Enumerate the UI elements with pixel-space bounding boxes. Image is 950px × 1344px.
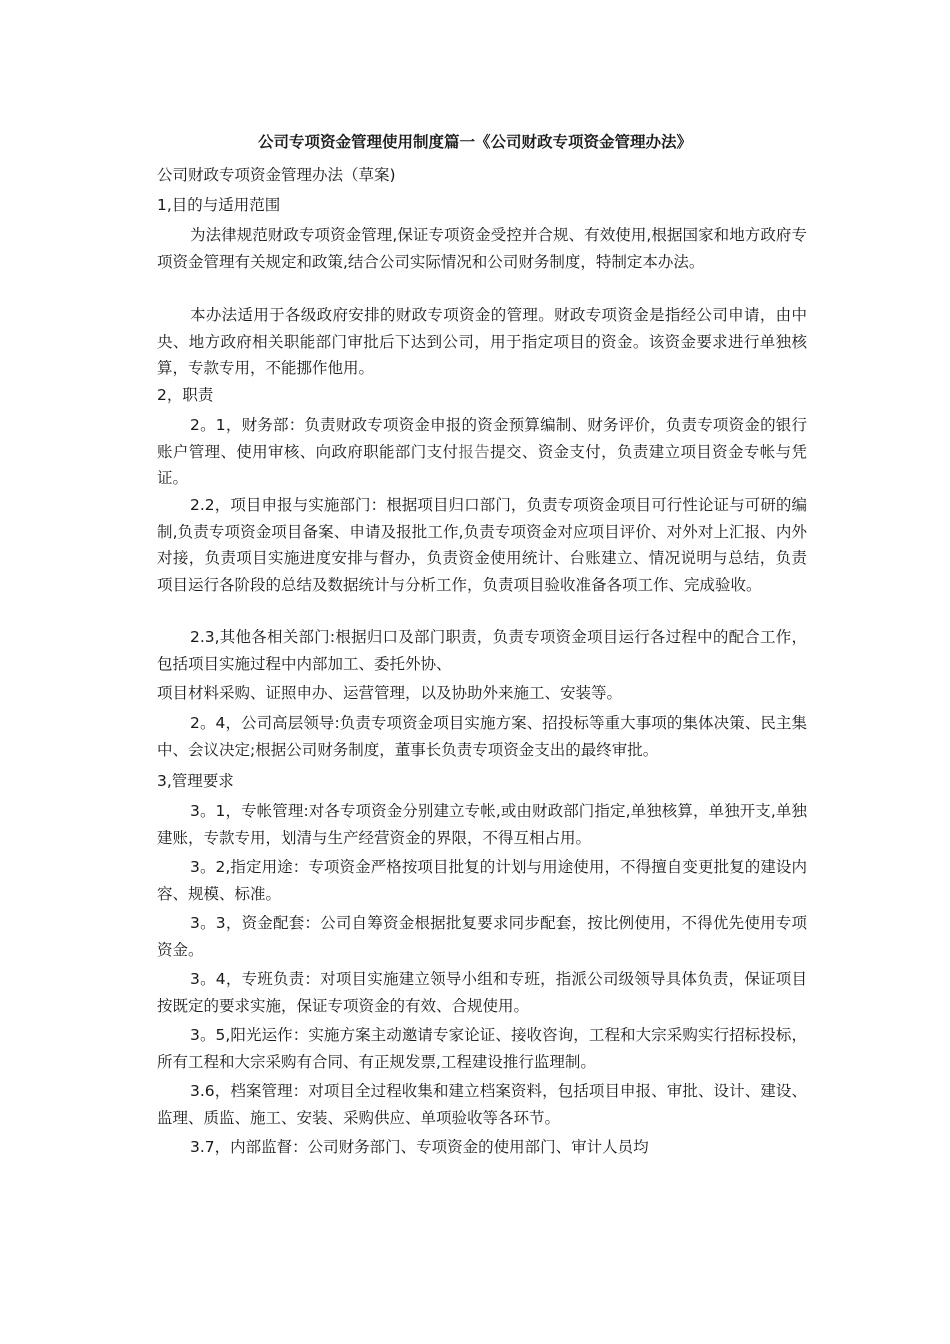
report-word: 报告 — [458, 442, 491, 461]
subtitle-paragraph: 公司财政专项资金管理办法（草案) — [157, 166, 396, 184]
document-title: 公司专项资金管理使用制度篇一《公司财政专项资金管理办法》 — [257, 133, 692, 151]
paragraph-2-1-text-a: 2。1，财务部：负责财政专项资金申报的资金预算编制、财务评价，负责专项资金的银行账户管理、使用审核、向政府职能部门支付 — [157, 416, 807, 461]
paragraph-3-3: 3。3，资金配套：公司自筹资金根据批复要求同步配套，按比例使用，不得优先使用专项资金。 — [157, 914, 807, 959]
paragraph-2-4: 2。4，公司高层领导:负责专项资金项目实施方案、招投标等重大事项的集体决策、民主集中、会议决定;根据公司财务制度，董事长负责专项资金支出的最终审批。 — [157, 714, 807, 759]
paragraph-2-3: 2.3,其他各相关部门:根据归口及部门职责，负责专项资金项目运行各过程中的配合工作，包括项目实施过程中内部加工、委托外协、 — [157, 628, 807, 673]
paragraph-3-7: 3.7，内部监督：公司财务部门、专项资金的使用部门、审计人员均 — [190, 1138, 649, 1156]
section-heading-1: 1,目的与适用范围 — [157, 196, 281, 214]
section-heading-2: 2，职责 — [157, 386, 214, 404]
paragraph-scope: 本办法适用于各级政府安排的财政专项资金的管理。财政专项资金是指经公司申请，由中央、地方政府相关职能部门审批后下达到公司，用于指定项目的资金。该资金要求进行单独核算，专款专用，不能挪作他用。 — [157, 306, 807, 377]
paragraph-3-1: 3。1，专帐管理:对各专项资金分别建立专帐,或由财政部门指定,单独核算，单独开支,单独建账，专款专用，划清与生产经营资金的界限，不得互相占用。 — [157, 802, 807, 847]
paragraph-3-6: 3.6，档案管理：对项目全过程收集和建立档案资料，包括项目申报、审批、设计、建设、监理、质监、施工、安装、采购供应、单项验收等各环节。 — [157, 1082, 807, 1127]
paragraph-3-5: 3。5,阳光运作：实施方案主动邀请专家论证、接收咨询，工程和大宗采购实行招标投标，所有工程和大宗采购有合同、有正规发票,工程建设推行监理制。 — [157, 1026, 807, 1071]
paragraph-2-2: 2.2，项目申报与实施部门：根据项目归口部门，负责专项资金项目可行性论证与可研的编制,负责专项资金项目备案、申请及报批工作,负责专项资金对应项目评价、对外对上汇报、内外对接，负责项目实施进度安排与督办，负责资金使用统计、台账建立、情况说明与总结，负责项目运行各阶段的总结及数据统计与分析工作，负责项目验收准备各项工作、完成验收。 — [157, 496, 807, 594]
paragraph-3-2: 3。2,指定用途：专项资金严格按项目批复的计划与用途使用，不得擅自变更批复的建设内容、规模、标准。 — [157, 858, 807, 903]
paragraph-purpose: 为法律规范财政专项资金管理,保证专项资金受控并合规、有效使用,根据国家和地方政府专项资金管理有关规定和政策,结合公司实际情况和公司财务制度，特制定本办法。 — [157, 226, 807, 271]
section-heading-3: 3,管理要求 — [157, 772, 234, 790]
paragraph-2-1 — [157, 412, 807, 492]
paragraph-3-4: 3。4，专班负责：对项目实施建立领导小组和专班，指派公司级领导具体负责，保证项目按既定的要求实施，保证专项资金的有效、合规使用。 — [157, 970, 807, 1015]
paragraph-2-1-text-b: 提交、资金支付，负责建立项目资金专帐与凭证。 — [157, 442, 807, 487]
paragraph-2-3-continued: 项目材料采购、证照申办、运营管理，以及协助外来施工、安装等。 — [157, 684, 623, 702]
